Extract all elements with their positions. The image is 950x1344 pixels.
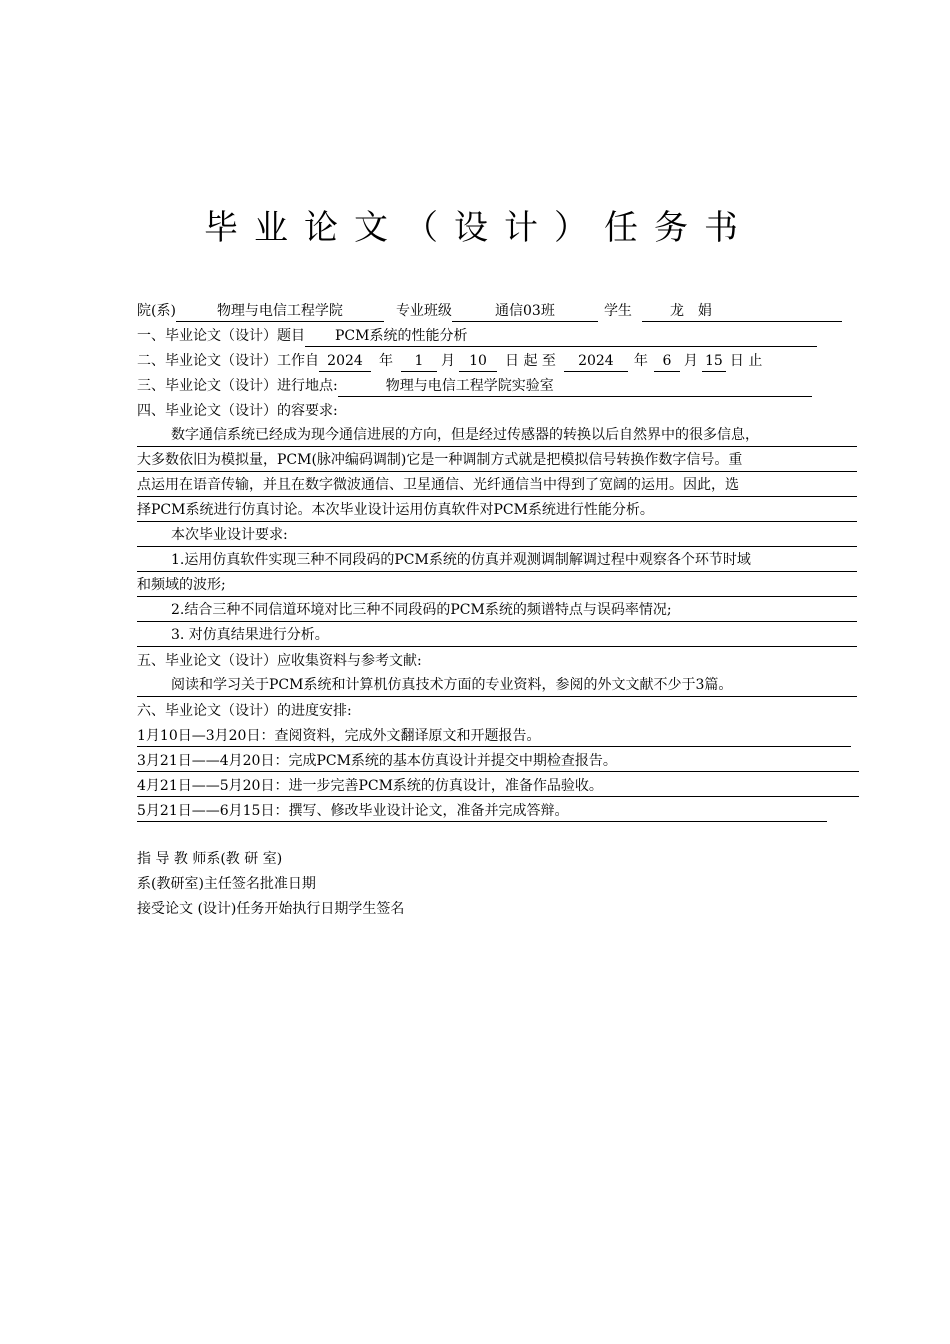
- schedule-label: 六、毕业论文（设计）的进度安排:: [137, 703, 352, 719]
- period-label: 二、毕业论文（设计）工作自: [137, 353, 319, 369]
- task-form: [137, 300, 857, 825]
- dept-label: 院(系): [137, 303, 176, 319]
- content-text: 择PCM系统进行仿真讨论。本次毕业设计运用仿真软件对PCM系统进行性能分析。: [137, 500, 857, 522]
- content-text: 2.结合三种不同信道环境对比三种不同段码的PCM系统的频谱特点与误码率情况;: [137, 600, 857, 622]
- schedule-text: 3月21日——4月20日：完成PCM系统的基本仿真设计并提交中期检查报告。: [137, 751, 859, 772]
- location-label: 三、毕业论文（设计）进行地点:: [137, 378, 338, 394]
- schedule-item[interactable]: [137, 800, 857, 825]
- references-line[interactable]: [137, 675, 857, 700]
- content-text: 本次毕业设计要求:: [137, 525, 857, 547]
- content-line[interactable]: [137, 425, 857, 450]
- content-label: 四、毕业论文（设计）的容要求:: [137, 403, 338, 419]
- schedule-text: 1月10日—3月20日：查阅资料，完成外文翻译原文和开题报告。: [137, 726, 851, 747]
- content-label-line: [137, 400, 857, 425]
- content-text: 点运用在语音传输，并且在数字微波通信、卫星通信、光纤通信当中得到了宽阔的运用。因此，选: [137, 475, 857, 497]
- content-text: 数字通信系统已经成为现今通信进展的方向，但是经过传感器的转换以后自然界中的很多信息，: [137, 425, 857, 447]
- topic-label: 一、毕业论文（设计）题目: [137, 328, 305, 344]
- content-text: 3. 对仿真结果进行分析。: [137, 625, 857, 647]
- class-field[interactable]: 通信03班: [452, 301, 598, 322]
- year-char: 年: [379, 353, 393, 369]
- schedule-item[interactable]: [137, 725, 857, 750]
- dept-field[interactable]: 物理与电信工程学院: [176, 301, 384, 322]
- content-text: 和频域的波形;: [137, 575, 857, 597]
- end-year-field[interactable]: 2024: [564, 351, 628, 372]
- accept-signature: 接受论文 (设计)任务开始执行日期学生签名: [137, 901, 405, 917]
- month-char-2: 月: [683, 353, 698, 369]
- period-line: [137, 350, 857, 375]
- schedule-text: 5月21日——6月15日：撰写、修改毕业设计论文，准备并完成答辩。: [137, 801, 827, 822]
- content-line[interactable]: [137, 600, 857, 625]
- references-text: 阅读和学习关于PCM系统和计算机仿真技术方面的专业资料，参阅的外文文献不少于3篇。: [137, 675, 857, 697]
- start-day-field[interactable]: 10: [459, 351, 497, 372]
- page-title: 毕业论文（设计）任务书: [204, 208, 754, 248]
- content-line[interactable]: [137, 625, 857, 650]
- student-field[interactable]: 龙 娟: [642, 301, 842, 322]
- location-field[interactable]: 物理与电信工程学院实验室: [338, 376, 812, 397]
- schedule-item[interactable]: [137, 750, 857, 775]
- content-line[interactable]: [137, 475, 857, 500]
- references-label-line: [137, 650, 857, 675]
- content-line[interactable]: [137, 575, 857, 600]
- schedule-text: 4月21日——5月20日：进一步完善PCM系统的仿真设计，准备作品验收。: [137, 776, 859, 797]
- year-char-2: 年: [633, 353, 648, 369]
- content-line[interactable]: [137, 450, 857, 475]
- schedule-label-line: [137, 700, 857, 725]
- content-line[interactable]: [137, 525, 857, 550]
- start-month-field[interactable]: 1: [401, 351, 437, 372]
- content-text: 1.运用仿真软件实现三种不同段码的PCM系统的仿真并观测调制解调过程中观察各个环节时域: [137, 550, 857, 572]
- from-text: 日 起 至: [505, 353, 556, 369]
- schedule-item[interactable]: [137, 775, 857, 800]
- content-line[interactable]: [137, 550, 857, 575]
- content-line[interactable]: [137, 500, 857, 525]
- references-label: 五、毕业论文（设计）应收集资料与参考文献:: [137, 653, 422, 669]
- end-text: 日 止: [729, 353, 763, 369]
- content-text: 大多数依旧为模拟量，PCM(脉冲编码调制)它是一种调制方式就是把模拟信号转换作数字信号。重: [137, 450, 857, 472]
- header-line: [137, 300, 857, 325]
- advisor-signature: 指 导 教 师系(教 研 室): [137, 851, 283, 867]
- topic-field[interactable]: PCM系统的性能分析: [305, 326, 817, 347]
- director-signature: 系(教研室)主任签名批准日期: [137, 876, 316, 892]
- class-label: 专业班级: [395, 303, 452, 319]
- topic-line: [137, 325, 857, 350]
- student-label: 学生: [603, 303, 632, 319]
- location-line: [137, 375, 857, 400]
- start-year-field[interactable]: 2024: [319, 351, 371, 372]
- month-char: 月: [441, 353, 455, 369]
- end-month-field[interactable]: 6: [654, 351, 680, 372]
- end-day-field[interactable]: 15: [702, 351, 726, 372]
